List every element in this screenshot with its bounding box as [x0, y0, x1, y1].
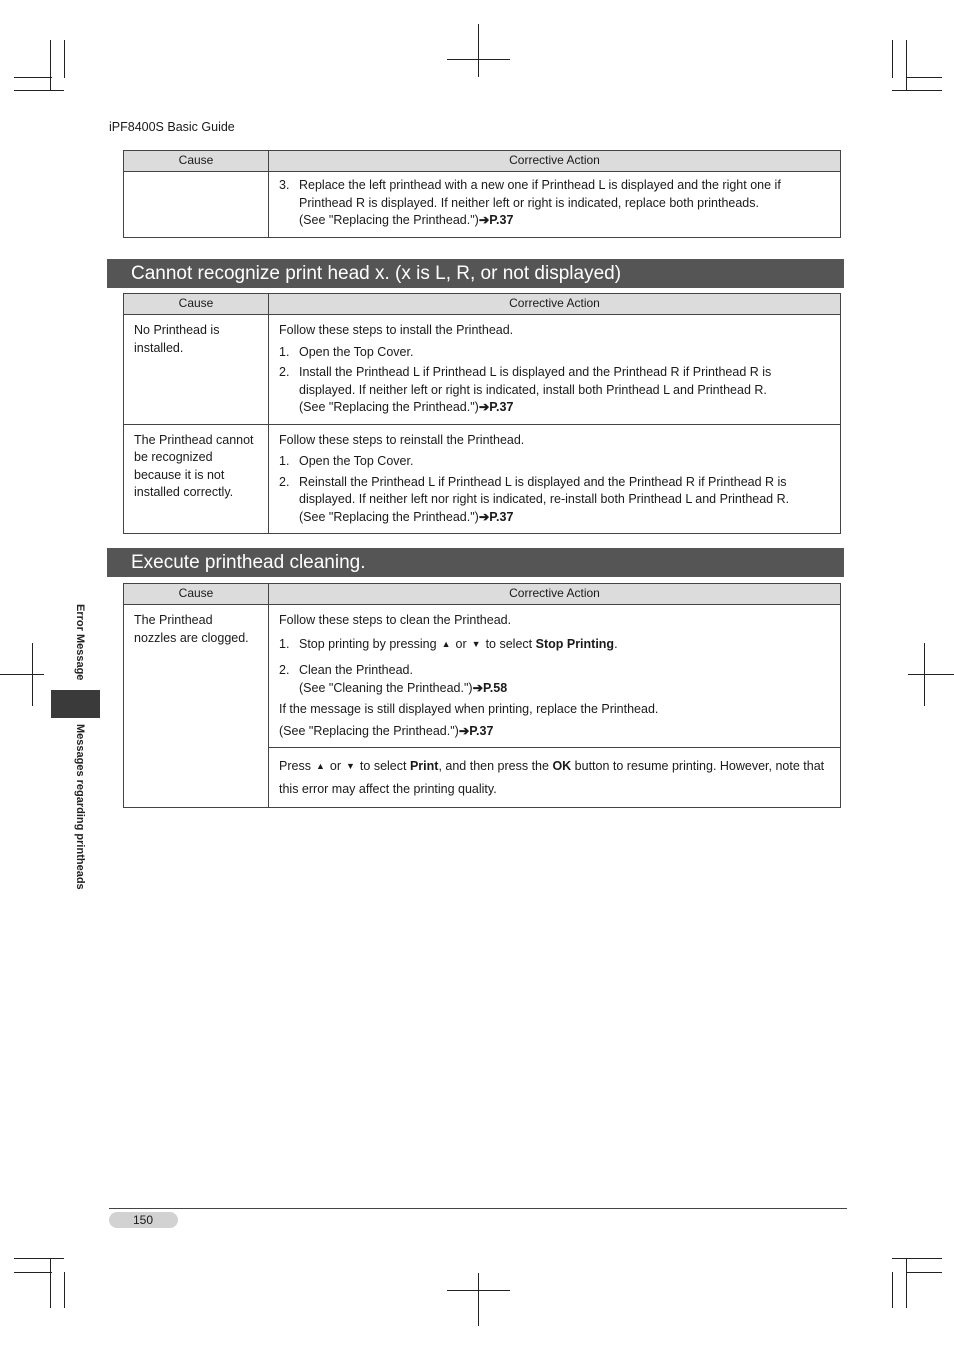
- crop-mark: [478, 1273, 479, 1326]
- action-cell: [269, 424, 841, 534]
- action-header: Corrective Action: [269, 294, 841, 315]
- crop-mark: [892, 90, 942, 91]
- cause-header: Cause: [124, 584, 269, 605]
- action-cell: Follow these steps to clean the Printhead. 1. Stop printing by pressing ▲ or ▼ to select Stop Printing. 2. Clean the Printhead. (See "Cleaning the Printhead.")➔P.58 If the message is still displayed when printing, replace the Printhead. (See "Replacing the Printhead.")➔P.37: [269, 605, 841, 748]
- page-number: 150: [109, 1212, 178, 1228]
- page-reference[interactable]: (See "Replacing the Printhead.")➔P.37: [299, 400, 514, 414]
- arrow-icon: ➔: [478, 213, 490, 227]
- step-number: 1.: [279, 344, 290, 359]
- error-table: [123, 293, 841, 534]
- crop-mark: [0, 674, 44, 675]
- step-text: Open the Top Cover.: [299, 454, 414, 468]
- crop-mark: [50, 40, 51, 90]
- step-text: Reinstall the Printhead L if Printhead L is displayed and the Printhead R if Printhead R is displayed. If neither left nor right is indicated, re-install both Printhead L and Printhead R.: [299, 474, 790, 506]
- step-text: Open the Top Cover.: [299, 344, 414, 359]
- continuation-table: [123, 150, 841, 238]
- guide-title: iPF8400S Basic Guide: [109, 120, 235, 134]
- cause-cell: The Printhead cannot be recognized because it is not installed correctly.: [124, 424, 269, 534]
- crop-mark: [892, 1258, 942, 1259]
- crop-mark: [32, 643, 33, 706]
- arrow-icon: ➔: [458, 723, 470, 738]
- crop-mark: [64, 1272, 65, 1308]
- step-text: Clean the Printhead.: [299, 663, 413, 677]
- page-reference[interactable]: (See "Replacing the Printhead.")➔P.37: [299, 213, 514, 227]
- up-arrow-icon: ▲: [441, 638, 451, 649]
- step-number: 2.: [279, 663, 290, 677]
- step-number: 3.: [279, 178, 290, 192]
- table-row: [124, 605, 841, 748]
- crop-mark: [906, 1258, 907, 1308]
- crop-mark: [906, 1272, 942, 1273]
- crop-mark: [924, 643, 925, 706]
- side-tab-marker: [51, 690, 100, 718]
- page-reference[interactable]: (See "Replacing the Printhead.")➔P.37: [299, 509, 514, 524]
- arrow-icon: ➔: [478, 509, 490, 524]
- table-row: [124, 315, 841, 425]
- step-number: 1.: [279, 636, 290, 651]
- crop-mark: [14, 1272, 52, 1273]
- arrow-icon: ➔: [472, 680, 484, 695]
- up-arrow-icon: ▲: [315, 761, 325, 771]
- cause-cell: [124, 172, 269, 238]
- down-arrow-icon: ▼: [471, 638, 481, 649]
- step-number: 2.: [279, 474, 290, 489]
- crop-mark: [906, 40, 907, 90]
- action-cell: [269, 172, 841, 238]
- crop-mark: [14, 90, 64, 91]
- intro-text: Follow these steps to reinstall the Printhead.: [279, 432, 525, 447]
- step-text: Install the Printhead L if Printhead L is displayed and the Printhead R if Printhead R is displayed. If neither left or right is indicated, install both Printhead L and Printhead R.: [299, 365, 772, 397]
- menu-item-stop-printing: Stop Printing: [535, 636, 615, 651]
- error-table: [123, 583, 841, 808]
- footer-rule: [109, 1208, 847, 1209]
- menu-item-print: Print: [409, 759, 439, 773]
- crop-mark: [892, 1272, 893, 1308]
- crop-mark: [14, 77, 52, 78]
- step-text: Replace the left printhead with a new one if Printhead L is displayed and the right one if Printhead R is displayed. If neither left or right is indicated, replace both printheads.: [299, 178, 781, 210]
- table-row: [124, 172, 841, 238]
- intro-text: Follow these steps to install the Printhead.: [279, 323, 514, 337]
- side-category: Error Message: [74, 604, 86, 681]
- step-number: 2.: [279, 365, 290, 379]
- intro-text: Follow these steps to clean the Printhead.: [279, 613, 512, 627]
- step-number: 1.: [279, 454, 290, 468]
- note-text: If the message is still displayed when printing, replace the Printhead.: [279, 702, 659, 716]
- cause-header: Cause: [124, 151, 269, 172]
- action-cell: [269, 315, 841, 425]
- section-title: Execute printhead cleaning.: [107, 548, 844, 577]
- down-arrow-icon: ▼: [346, 761, 355, 771]
- table-row: [124, 424, 841, 534]
- action-cell: Press ▲ or ▼ to select Print, and then press the OK button to resume printing. However, note that this error may affect the printing quality.: [269, 748, 841, 808]
- crop-mark: [64, 40, 65, 78]
- crop-mark: [906, 77, 942, 78]
- action-header: Corrective Action: [269, 584, 841, 605]
- side-subcategory: Messages regarding printheads: [74, 724, 86, 890]
- action-header: Corrective Action: [269, 151, 841, 172]
- page-reference[interactable]: (See "Cleaning the Printhead.")➔P.58: [299, 680, 508, 695]
- cause-header: Cause: [124, 294, 269, 315]
- section-title: Cannot recognize print head x. (x is L, R, or not displayed): [107, 259, 844, 288]
- page-reference[interactable]: (See "Replacing the Printhead.")➔P.37: [279, 723, 494, 738]
- crop-mark: [908, 674, 954, 675]
- crop-mark: [892, 40, 893, 78]
- crop-mark: [50, 1258, 51, 1308]
- cause-cell: The Printhead nozzles are clogged.: [124, 605, 269, 808]
- arrow-icon: ➔: [478, 400, 490, 414]
- crop-mark: [478, 24, 479, 77]
- crop-mark: [14, 1258, 64, 1259]
- cause-cell: No Printhead is installed.: [124, 315, 269, 425]
- ok-button-label: OK: [552, 759, 572, 773]
